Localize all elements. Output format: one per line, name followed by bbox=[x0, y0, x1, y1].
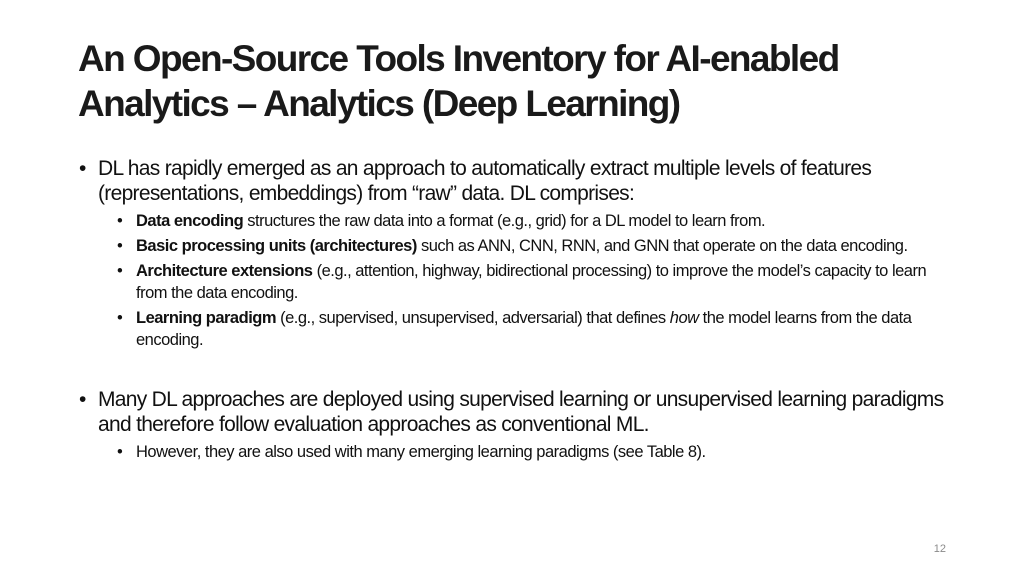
slide-title-line-1: An Open-Source Tools Inventory for AI-enabled bbox=[78, 38, 839, 79]
bullet-icon: • bbox=[117, 443, 123, 461]
slide-number: 12 bbox=[933, 543, 946, 555]
slide-title-line-2: Analytics – Analytics (Deep Learning) bbox=[78, 83, 680, 124]
bullet-icon: • bbox=[117, 237, 123, 255]
sub-bullet-architecture-extensions bbox=[78, 260, 958, 304]
bullet-icon: • bbox=[117, 262, 123, 280]
bullet-point-dl-overview bbox=[78, 156, 958, 206]
sub-bullet-data-encoding bbox=[78, 210, 958, 232]
bullet-point-dl-deployment bbox=[78, 387, 958, 437]
sub-bullet-lead: Learning paradigm bbox=[136, 309, 277, 327]
sub-bullet-lead: Data encoding bbox=[136, 212, 244, 230]
sub-bullet-text-after: the model learns from the data encoding. bbox=[136, 309, 912, 349]
bullet-icon: • bbox=[79, 157, 86, 180]
sub-bullet-text: (e.g., attention, highway, bidirectional processing) to improve the model’s capacity to learn from the data encoding. bbox=[136, 262, 927, 302]
sub-bullet-lead: Architecture extensions bbox=[136, 262, 313, 280]
bullet-text: Many DL approaches are deployed using supervised learning or unsupervised learning paradigms and therefore follow evaluation approaches as conventional ML. bbox=[98, 388, 944, 436]
sub-bullet-lead: Basic processing units (architectures) bbox=[136, 237, 417, 255]
sub-bullet-basic-processing-units bbox=[78, 235, 958, 257]
bullet-icon: • bbox=[117, 309, 123, 327]
sub-bullet-emphasis: how bbox=[669, 309, 699, 327]
bullet-icon: • bbox=[117, 212, 123, 230]
slide-title bbox=[78, 36, 978, 126]
bullet-text: DL has rapidly emerged as an approach to automatically extract multiple levels of features (representations, embeddings) from “raw” data. DL comprises: bbox=[98, 157, 872, 205]
sub-bullet-text: structures the raw data into a format (e.g., grid) for a DL model to learn from. bbox=[243, 212, 766, 230]
bullet-icon: • bbox=[79, 388, 86, 411]
sub-bullet-emerging-paradigms bbox=[78, 441, 958, 463]
sub-bullet-text-before: (e.g., supervised, unsupervised, adversarial) that defines bbox=[276, 309, 670, 327]
sub-bullet-learning-paradigm bbox=[78, 307, 958, 351]
sub-bullet-text: such as ANN, CNN, RNN, and GNN that operate on the data encoding. bbox=[416, 237, 908, 255]
slide-content bbox=[78, 156, 958, 466]
sub-bullet-text: However, they are also used with many emerging learning paradigms (see Table 8). bbox=[136, 443, 706, 461]
